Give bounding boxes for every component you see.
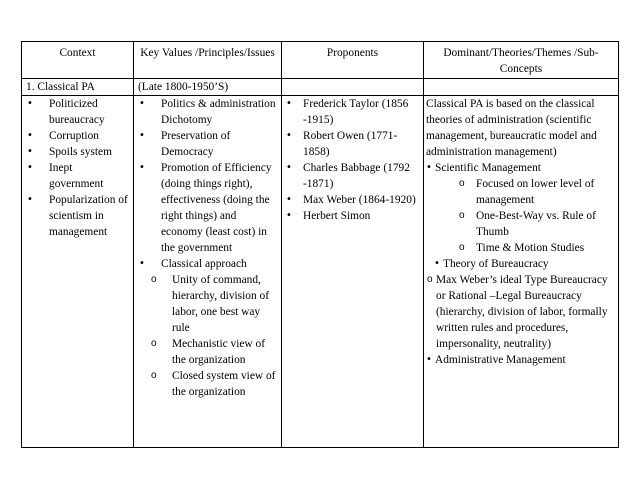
key-value-label: Classical approach	[161, 258, 247, 270]
context-cell	[22, 96, 134, 448]
context-item: • Inept government	[26, 160, 129, 192]
dominant-cell	[424, 96, 619, 448]
sci-sub-item: o Focused on lower level of management	[426, 176, 614, 208]
header-context: Context	[22, 42, 134, 79]
key-value-item: • Preservation of Democracy	[138, 128, 277, 160]
header-key-values: Key Values /Principles/Issues	[134, 42, 282, 79]
era-context: 1. Classical PA	[22, 79, 134, 96]
bureaucracy-sub: o Max Weber’s ideal Type Bureaucracy or Rational –Legal Bureaucracy (hierarchy, division of labor, formally written rules and procedures, impersonality, neutrality)	[426, 272, 614, 352]
header-dominant: Dominant/Theories/Themes /Sub-Concepts	[424, 42, 619, 79]
key-value-sub-item: o Unity of command, hierarchy, division of labor, one best way rule	[138, 272, 277, 336]
proponents-cell	[282, 96, 424, 448]
proponent-item: • Frederick Taylor (1856 -1915)	[286, 96, 419, 128]
theory-of-bureaucracy: • Theory of Bureaucracy	[426, 256, 614, 272]
context-item: • Corruption	[26, 128, 129, 144]
proponent-item: • Robert Owen (1771-1858)	[286, 128, 419, 160]
key-value-sub-item: o Mechanistic view of the organization	[138, 336, 277, 368]
content-row	[22, 96, 619, 448]
proponent-item: • Max Weber (1864-1920)	[286, 192, 419, 208]
header-proponents: Proponents	[282, 42, 424, 79]
key-values-cell	[134, 96, 282, 448]
proponent-item: • Charles Babbage (1792 -1871)	[286, 160, 419, 192]
sci-sub-item: o Time & Motion Studies	[426, 240, 614, 256]
administrative-management: • Administrative Management	[426, 352, 614, 368]
era-empty-2	[424, 79, 619, 96]
context-item: • Popularization of scientism in management	[26, 192, 129, 240]
key-value-item-classical	[138, 256, 277, 400]
sci-sub-item: o One-Best-Way vs. Rule of Thumb	[426, 208, 614, 240]
context-item: • Spoils system	[26, 144, 129, 160]
scientific-management: • Scientific Management	[426, 160, 614, 176]
key-value-item: • Politics & administration Dichotomy	[138, 96, 277, 128]
key-value-item: • Promotion of Efficiency (doing things right), effectiveness (doing the right things) and economy (least cost) in the government	[138, 160, 277, 256]
context-item: • Politicized bureaucracy	[26, 96, 129, 128]
key-value-sub-item: o Closed system view of the organization	[138, 368, 277, 400]
proponent-item: • Herbert Simon	[286, 208, 419, 224]
dominant-intro: Classical PA is based on the classical theories of administration (scientific management, bureaucratic model and administration management)	[426, 98, 597, 158]
era-period: (Late 1800-1950’S)	[134, 79, 282, 96]
classical-pa-table	[21, 41, 619, 448]
era-empty-1	[282, 79, 424, 96]
era-row	[22, 79, 619, 96]
header-row	[22, 42, 619, 79]
